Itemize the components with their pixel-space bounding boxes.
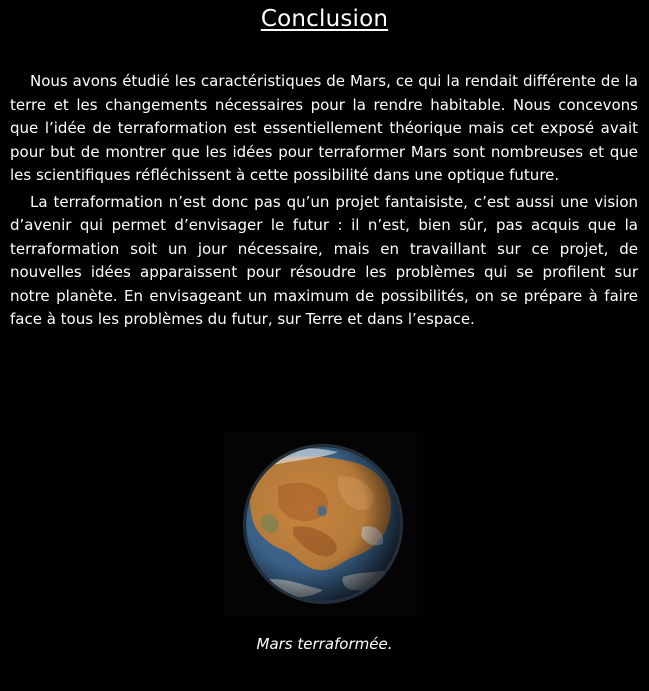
paragraph: La terraformation n’est donc pas qu’un projet fantaisiste, c’est aussi une vision d’avenir qui permet d’envisager le futur : il n’est, bien sûr, pas acquis que la terraformation soit un jour nécessaire, mais en travaillant sur ce projet, de nouvelles idées apparaissent pour résoudre les problèmes qui se profilent sur notre planète. En envisageant un maximum de possibilités, on se prépare à faire face à tous les problèmes du futur, sur Terre et dans l’espace. — [10, 192, 638, 328]
paragraph: Nous avons étudié les caractéristiques de Mars, ce qui la rendait différente de la terre et les changements nécessaires pour la rendre habitable. Nous concevons que l’idée de terraformation est essentiellement théorique mais cet exposé avait pour but de montrer que les idées pour terraformer Mars sont nombreuses et que les scientifiques réfléchissent à cette possibilité dans une optique future. — [10, 72, 638, 184]
planet-illustration — [223, 432, 423, 617]
terraformed-mars-image — [223, 432, 423, 617]
conclusion-body — [10, 70, 638, 335]
figure-caption: Mars terraformée. — [256, 635, 393, 653]
page-title: Conclusion — [260, 6, 389, 32]
